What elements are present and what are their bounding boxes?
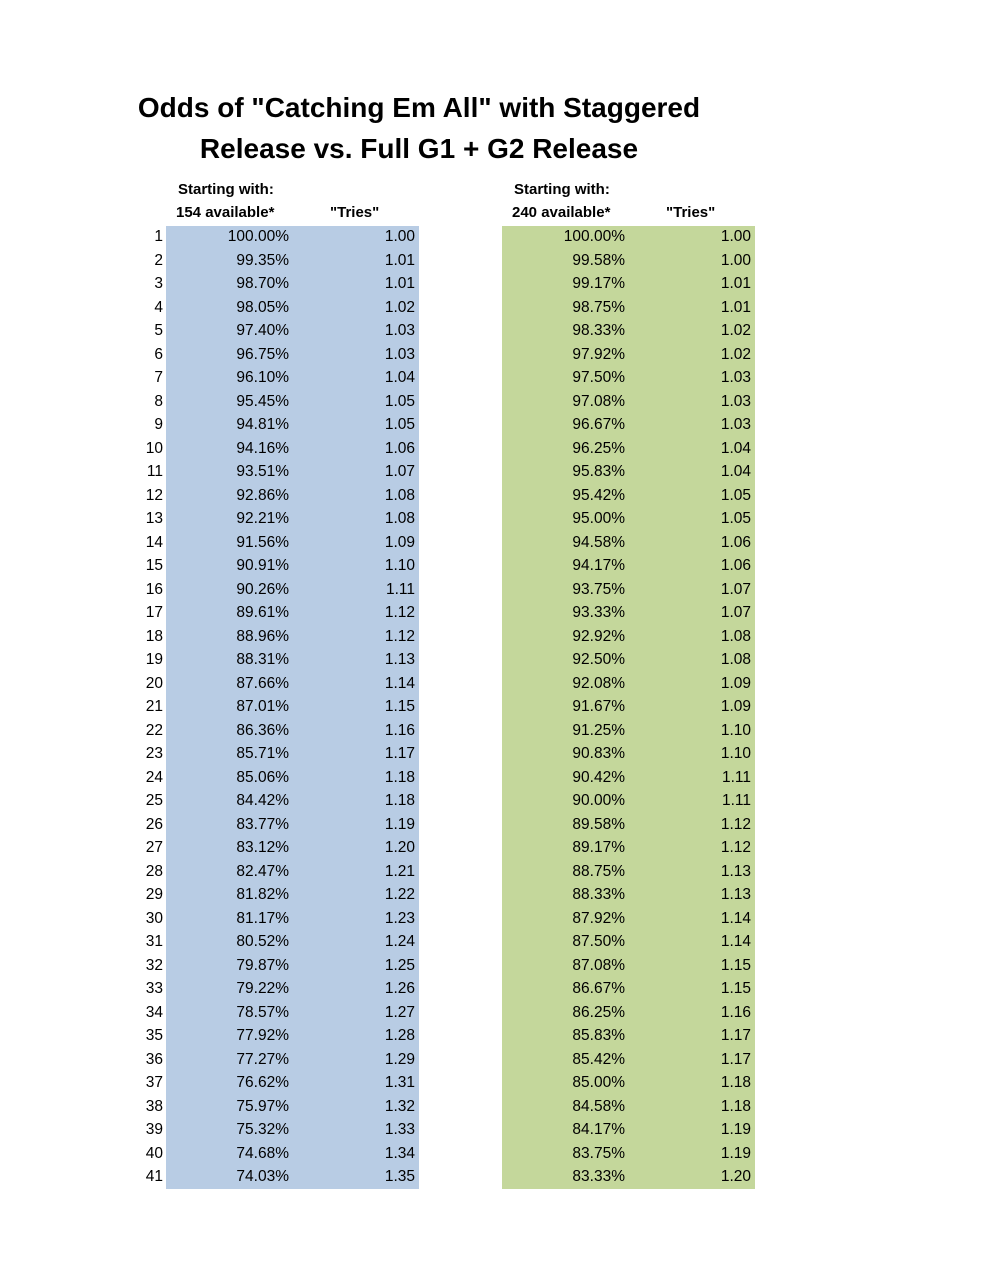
right-tries-cell: 1.02 [720, 345, 751, 363]
row-number: 10 [145, 439, 163, 457]
left-percent-cell: 95.45% [236, 392, 289, 410]
row-number: 31 [145, 933, 163, 950]
page-title-line-2: Release vs. Full G1 + G2 Release [199, 133, 639, 164]
left-percent-cell: 89.61% [236, 604, 289, 621]
left-percent-cell: 84.42% [236, 792, 289, 809]
table-row [0, 861, 990, 885]
right-percent-cell: 87.50% [572, 933, 625, 950]
row-number: 38 [145, 1097, 163, 1115]
row-number: 3 [154, 275, 163, 292]
right-percent-cell: 88.33% [572, 886, 625, 903]
left-tries-cell: 1.08 [384, 510, 415, 527]
table-row [0, 837, 990, 861]
right-tries-cell: 1.14 [720, 933, 751, 950]
right-header-line-1: Starting with: [514, 181, 610, 198]
right-percent-cell: 85.42% [572, 1050, 625, 1068]
table-row [0, 720, 990, 744]
right-percent-cell: 83.75% [572, 1144, 625, 1162]
right-tries-cell: 1.00 [720, 228, 751, 245]
row-number: 14 [145, 533, 163, 551]
row-number: 11 [146, 463, 163, 480]
table-row [0, 344, 990, 368]
right-percent-cell: 90.83% [572, 745, 625, 762]
left-percent-cell: 94.16% [236, 439, 289, 457]
left-tries-cell: 1.29 [384, 1050, 415, 1068]
table-row [0, 414, 990, 438]
row-number: 32 [145, 956, 163, 974]
right-percent-cell: 91.25% [572, 721, 625, 739]
odds-table [0, 226, 990, 1190]
right-tries-cell: 1.12 [720, 839, 751, 856]
left-tries-cell: 1.02 [384, 298, 415, 316]
right-percent-cell: 85.83% [572, 1027, 625, 1044]
table-row [0, 1002, 990, 1026]
left-tries-cell: 1.12 [384, 604, 415, 621]
left-tries-cell: 1.34 [384, 1144, 415, 1162]
table-row [0, 978, 990, 1002]
row-number: 29 [145, 886, 163, 903]
row-number: 39 [145, 1121, 163, 1138]
table-row [0, 767, 990, 791]
table-row [0, 438, 990, 462]
right-percent-cell: 100.00% [563, 228, 625, 245]
right-tries-cell: 1.10 [720, 745, 751, 762]
right-tries-cell: 1.04 [720, 463, 751, 480]
right-percent-cell: 96.67% [572, 416, 625, 433]
row-number: 28 [145, 862, 163, 880]
right-percent-cell: 84.58% [572, 1097, 625, 1115]
right-tries-cell: 1.03 [720, 369, 751, 386]
left-tries-cell: 1.05 [384, 392, 415, 410]
right-percent-cell: 91.67% [572, 698, 625, 715]
left-percent-cell: 90.26% [236, 580, 289, 598]
row-number: 15 [145, 557, 163, 574]
right-tries-cell: 1.10 [720, 721, 751, 739]
left-percent-cell: 83.77% [236, 815, 289, 833]
left-percent-cell: 79.87% [236, 956, 289, 974]
left-percent-cell: 97.40% [236, 322, 289, 339]
table-row [0, 602, 990, 626]
left-tries-cell: 1.04 [384, 369, 415, 386]
table-row [0, 250, 990, 274]
left-tries-cell: 1.10 [384, 557, 415, 574]
row-number: 25 [145, 792, 163, 809]
right-tries-cell: 1.07 [720, 604, 751, 621]
left-percent-cell: 92.86% [236, 486, 289, 504]
left-percent-cell: 100.00% [227, 228, 289, 245]
right-percent-cell: 93.75% [572, 580, 625, 598]
left-percent-cell: 78.57% [236, 1003, 289, 1021]
left-tries-cell: 1.12 [384, 627, 415, 645]
left-tries-cell: 1.03 [384, 322, 415, 339]
right-tries-cell: 1.18 [720, 1074, 751, 1091]
left-tries-cell: 1.01 [384, 251, 415, 269]
right-percent-cell: 92.08% [572, 674, 625, 692]
left-tries-cell: 1.11 [385, 580, 415, 598]
right-tries-cell: 1.01 [720, 275, 751, 292]
left-tries-cell: 1.14 [384, 674, 415, 692]
table-row [0, 320, 990, 344]
right-percent-cell: 84.17% [572, 1121, 625, 1138]
right-header-line-2: 240 available* [512, 204, 611, 221]
left-tries-cell: 1.22 [384, 886, 415, 903]
right-tries-cell: 1.19 [720, 1121, 751, 1138]
right-percent-cell: 99.58% [572, 251, 625, 269]
left-percent-cell: 86.36% [236, 721, 289, 739]
table-row [0, 1072, 990, 1096]
left-percent-cell: 88.31% [236, 651, 289, 668]
left-percent-cell: 87.01% [236, 698, 289, 715]
right-tries-header: "Tries" [666, 204, 716, 221]
row-number: 1 [154, 228, 163, 245]
left-tries-cell: 1.26 [384, 980, 415, 997]
left-tries-cell: 1.21 [384, 862, 415, 880]
left-tries-cell: 1.24 [384, 933, 415, 950]
left-tries-cell: 1.03 [384, 345, 415, 363]
left-percent-cell: 96.75% [236, 345, 289, 363]
left-percent-cell: 90.91% [236, 557, 289, 574]
right-percent-cell: 88.75% [572, 862, 625, 880]
table-row [0, 579, 990, 603]
right-tries-cell: 1.06 [720, 557, 751, 574]
row-number: 21 [145, 698, 163, 715]
table-row [0, 696, 990, 720]
left-tries-cell: 1.17 [384, 745, 415, 762]
row-number: 37 [145, 1074, 163, 1091]
right-percent-cell: 85.00% [572, 1074, 625, 1091]
row-number: 41 [145, 1168, 163, 1185]
right-percent-cell: 83.33% [572, 1168, 625, 1185]
left-percent-cell: 99.35% [236, 251, 289, 269]
row-number: 26 [145, 815, 163, 833]
left-tries-cell: 1.09 [384, 533, 415, 551]
row-number: 12 [145, 486, 163, 504]
right-tries-cell: 1.09 [720, 698, 751, 715]
table-row [0, 391, 990, 415]
table-row [0, 1119, 990, 1143]
left-tries-cell: 1.01 [384, 275, 415, 292]
table-row [0, 743, 990, 767]
table-row [0, 273, 990, 297]
left-percent-cell: 82.47% [236, 862, 289, 880]
left-percent-cell: 91.56% [236, 533, 289, 551]
left-percent-cell: 83.12% [236, 839, 289, 856]
right-percent-cell: 95.83% [572, 463, 625, 480]
right-percent-cell: 86.67% [572, 980, 625, 997]
table-row [0, 908, 990, 932]
table-row [0, 1166, 990, 1190]
right-percent-cell: 93.33% [572, 604, 625, 621]
left-tries-cell: 1.07 [384, 463, 415, 480]
page-title-line-1: Odds of "Catching Em All" with Staggered [137, 92, 701, 123]
right-tries-cell: 1.08 [720, 651, 751, 668]
row-number: 17 [145, 604, 163, 621]
left-tries-cell: 1.18 [384, 792, 415, 809]
row-number: 9 [154, 416, 163, 433]
row-number: 8 [154, 392, 163, 410]
right-percent-cell: 89.58% [572, 815, 625, 833]
right-percent-cell: 94.58% [572, 533, 625, 551]
table-row [0, 790, 990, 814]
left-tries-cell: 1.15 [384, 698, 415, 715]
table-row [0, 555, 990, 579]
table-row [0, 485, 990, 509]
left-tries-cell: 1.35 [384, 1168, 415, 1185]
left-percent-cell: 85.06% [236, 768, 289, 786]
right-tries-cell: 1.01 [720, 298, 751, 316]
row-number: 6 [154, 345, 163, 363]
left-percent-cell: 77.92% [236, 1027, 289, 1044]
left-tries-cell: 1.28 [384, 1027, 415, 1044]
row-number: 18 [145, 627, 163, 645]
table-row [0, 367, 990, 391]
right-percent-cell: 97.08% [572, 392, 625, 410]
left-percent-cell: 93.51% [236, 463, 289, 480]
right-tries-cell: 1.03 [720, 392, 751, 410]
row-number: 35 [145, 1027, 163, 1044]
table-row [0, 931, 990, 955]
left-percent-cell: 80.52% [236, 933, 289, 950]
right-tries-cell: 1.04 [720, 439, 751, 457]
right-percent-cell: 90.00% [572, 792, 625, 809]
right-tries-cell: 1.17 [720, 1027, 751, 1044]
left-tries-cell: 1.25 [384, 956, 415, 974]
table-row [0, 626, 990, 650]
left-tries-cell: 1.31 [384, 1074, 415, 1091]
left-percent-cell: 98.70% [236, 275, 289, 292]
left-percent-cell: 81.17% [236, 909, 289, 927]
left-tries-cell: 1.18 [384, 768, 415, 786]
left-percent-cell: 75.32% [236, 1121, 289, 1138]
table-row [0, 884, 990, 908]
left-percent-cell: 94.81% [236, 416, 289, 433]
left-percent-cell: 96.10% [236, 369, 289, 386]
left-tries-cell: 1.23 [384, 909, 415, 927]
right-percent-cell: 98.75% [572, 298, 625, 316]
right-percent-cell: 94.17% [572, 557, 625, 574]
right-percent-cell: 99.17% [572, 275, 625, 292]
right-tries-cell: 1.20 [720, 1168, 751, 1185]
right-percent-cell: 98.33% [572, 322, 625, 339]
row-number: 24 [145, 768, 163, 786]
left-tries-cell: 1.13 [384, 651, 415, 668]
left-percent-cell: 85.71% [236, 745, 289, 762]
right-percent-cell: 87.92% [572, 909, 625, 927]
row-number: 23 [145, 745, 163, 762]
table-row [0, 1096, 990, 1120]
table-row [0, 1143, 990, 1167]
right-tries-cell: 1.18 [720, 1097, 751, 1115]
right-tries-cell: 1.19 [720, 1144, 751, 1162]
right-tries-cell: 1.09 [720, 674, 751, 692]
right-tries-cell: 1.11 [721, 792, 751, 809]
table-row [0, 508, 990, 532]
table-row [0, 1049, 990, 1073]
row-number: 4 [154, 298, 163, 316]
table-row [0, 532, 990, 556]
right-tries-cell: 1.08 [720, 627, 751, 645]
table-row [0, 673, 990, 697]
right-tries-cell: 1.14 [720, 909, 751, 927]
right-tries-cell: 1.15 [720, 980, 751, 997]
row-number: 2 [154, 251, 163, 269]
right-tries-cell: 1.05 [720, 510, 751, 527]
row-number: 19 [145, 651, 163, 668]
row-number: 27 [145, 839, 163, 856]
right-percent-cell: 95.00% [572, 510, 625, 527]
left-tries-cell: 1.16 [384, 721, 415, 739]
row-number: 30 [145, 909, 163, 927]
row-number: 33 [145, 980, 163, 997]
row-number: 16 [145, 580, 163, 598]
left-tries-cell: 1.32 [384, 1097, 415, 1115]
right-tries-cell: 1.06 [720, 533, 751, 551]
left-percent-cell: 98.05% [236, 298, 289, 316]
left-tries-cell: 1.08 [384, 486, 415, 504]
right-percent-cell: 95.42% [572, 486, 625, 504]
right-tries-cell: 1.05 [720, 486, 751, 504]
right-tries-cell: 1.07 [720, 580, 751, 598]
row-number: 34 [145, 1003, 163, 1021]
right-tries-cell: 1.02 [720, 322, 751, 339]
right-percent-cell: 92.50% [572, 651, 625, 668]
table-row [0, 461, 990, 485]
left-percent-cell: 77.27% [236, 1050, 289, 1068]
left-percent-cell: 74.68% [236, 1144, 289, 1162]
right-percent-cell: 97.92% [572, 345, 625, 363]
right-tries-cell: 1.12 [720, 815, 751, 833]
row-number: 20 [145, 674, 163, 692]
right-tries-cell: 1.15 [720, 956, 751, 974]
right-percent-cell: 86.25% [572, 1003, 625, 1021]
table-row [0, 1025, 990, 1049]
left-header-line-1: Starting with: [178, 181, 274, 198]
left-percent-cell: 81.82% [236, 886, 289, 903]
left-percent-cell: 74.03% [236, 1168, 289, 1185]
right-tries-cell: 1.13 [720, 886, 751, 903]
right-percent-cell: 89.17% [572, 839, 625, 856]
left-tries-cell: 1.05 [384, 416, 415, 433]
left-tries-cell: 1.33 [384, 1121, 415, 1138]
left-percent-cell: 92.21% [236, 510, 289, 527]
row-number: 13 [145, 510, 163, 527]
row-number: 22 [145, 721, 163, 739]
table-row [0, 814, 990, 838]
right-tries-cell: 1.16 [720, 1003, 751, 1021]
row-number: 5 [154, 322, 163, 339]
right-percent-cell: 87.08% [572, 956, 625, 974]
right-percent-cell: 97.50% [572, 369, 625, 386]
table-row [0, 226, 990, 250]
left-tries-cell: 1.19 [384, 815, 415, 833]
right-percent-cell: 96.25% [572, 439, 625, 457]
left-tries-cell: 1.20 [384, 839, 415, 856]
right-tries-cell: 1.17 [720, 1050, 751, 1068]
table-row [0, 297, 990, 321]
right-percent-cell: 92.92% [572, 627, 625, 645]
left-percent-cell: 79.22% [236, 980, 289, 997]
row-number: 40 [145, 1144, 163, 1162]
right-percent-cell: 90.42% [572, 768, 625, 786]
left-percent-cell: 87.66% [236, 674, 289, 692]
left-percent-cell: 88.96% [236, 627, 289, 645]
right-tries-cell: 1.00 [720, 251, 751, 269]
right-tries-cell: 1.13 [720, 862, 751, 880]
left-tries-cell: 1.06 [384, 439, 415, 457]
table-row [0, 955, 990, 979]
left-percent-cell: 76.62% [236, 1074, 289, 1091]
row-number: 36 [145, 1050, 163, 1068]
left-tries-cell: 1.00 [384, 228, 415, 245]
left-tries-cell: 1.27 [384, 1003, 415, 1021]
left-header-line-2: 154 available* [176, 204, 275, 221]
right-tries-cell: 1.03 [720, 416, 751, 433]
left-percent-cell: 75.97% [236, 1097, 289, 1115]
table-row [0, 649, 990, 673]
right-tries-cell: 1.11 [721, 768, 751, 786]
left-tries-header: "Tries" [330, 204, 380, 221]
row-number: 7 [154, 369, 163, 386]
